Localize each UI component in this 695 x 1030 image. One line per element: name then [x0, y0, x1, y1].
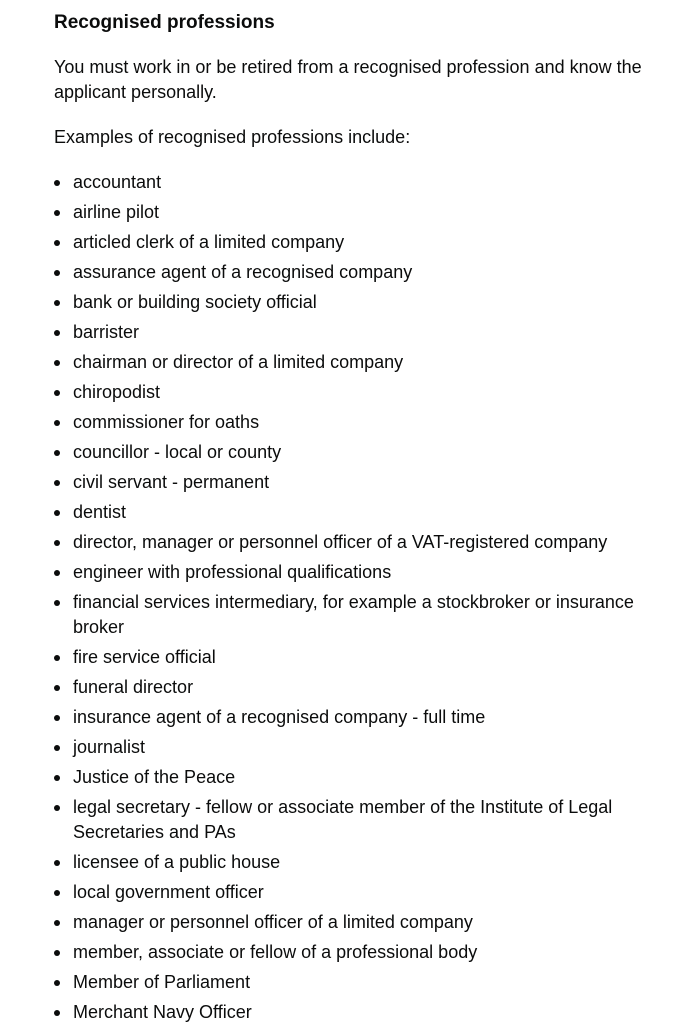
list-item: commissioner for oaths [73, 410, 654, 435]
list-item: chiropodist [73, 380, 654, 405]
list-item: dentist [73, 500, 654, 525]
list-item: member, associate or fellow of a professional body [73, 940, 654, 965]
list-item: engineer with professional qualifications [73, 560, 654, 585]
list-item: articled clerk of a limited company [73, 230, 654, 255]
list-item: bank or building society official [73, 290, 654, 315]
list-item: Justice of the Peace [73, 765, 654, 790]
list-item: funeral director [73, 675, 654, 700]
list-item: Member of Parliament [73, 970, 654, 995]
list-item: director, manager or personnel officer of a VAT-registered company [73, 530, 654, 555]
list-item: chairman or director of a limited company [73, 350, 654, 375]
list-item: fire service official [73, 645, 654, 670]
list-item: legal secretary - fellow or associate member of the Institute of Legal Secretaries and PAs [73, 795, 654, 845]
list-item: councillor - local or county [73, 440, 654, 465]
list-item: local government officer [73, 880, 654, 905]
professions-list [54, 170, 654, 1025]
intro-paragraph: You must work in or be retired from a recognised profession and know the applicant personally. [54, 57, 642, 102]
list-item: financial services intermediary, for example a stockbroker or insurance broker [73, 590, 654, 640]
examples-label: Examples of recognised professions include: [54, 127, 411, 147]
list-item: manager or personnel officer of a limited company [73, 910, 654, 935]
list-item: airline pilot [73, 200, 654, 225]
list-item: licensee of a public house [73, 850, 654, 875]
list-item: civil servant - permanent [73, 470, 654, 495]
list-item: barrister [73, 320, 654, 345]
list-item: Merchant Navy Officer [73, 1000, 654, 1025]
list-item: assurance agent of a recognised company [73, 260, 654, 285]
section-heading: Recognised professions [54, 12, 275, 33]
main-content [54, 10, 654, 1030]
list-item: journalist [73, 735, 654, 760]
list-item: insurance agent of a recognised company - full time [73, 705, 654, 730]
list-item: accountant [73, 170, 654, 195]
